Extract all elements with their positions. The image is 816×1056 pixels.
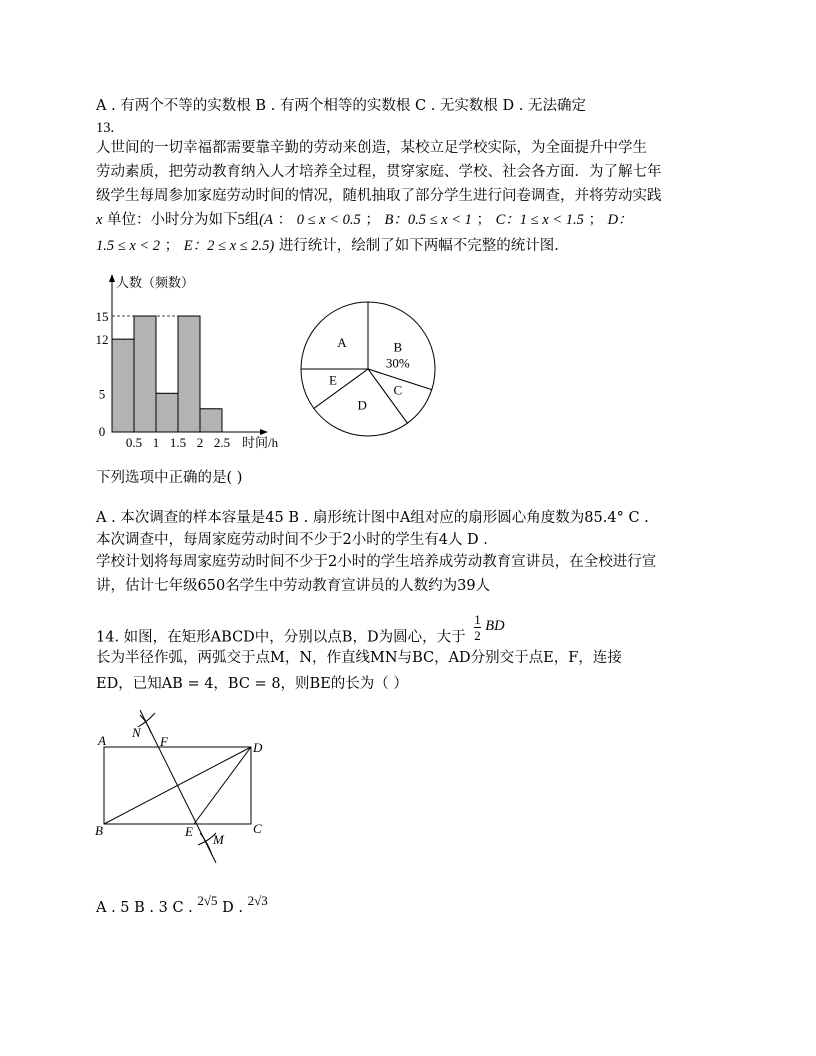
x-axis-label: 时间/h [242,435,279,450]
q13-number: 13. [96,120,115,136]
label-b: B [95,823,103,838]
group-d-label: D： [607,212,633,228]
q13-stem-line-1: 人世间的一切幸福都需要靠辛勤的劳动来创造，某校立足学校实际，为全面提升中学生 [96,140,647,156]
origin-label: 0 [98,424,106,439]
q13-option-line-4: 讲，估计七年级650名学生中劳动教育宣讲员的人数约为39人 [96,578,491,594]
label-c: C [253,821,262,836]
label-n: N [132,725,141,740]
q14-line-1-text: 14. 如图，在矩形ABCD中，分别以点B，D为圆心，大于 [96,629,466,646]
histogram-bar-3 [178,316,200,432]
sep: ； [164,238,180,254]
fraction-numerator: 1 [474,612,481,627]
q13-stem-line-4 [96,210,633,230]
sep: ； [365,212,380,228]
q13-option-line-3: 学校计划将每周家庭劳动时间不少于2小时的学生培养成劳动教育宣讲员，在全校进行宣 [96,554,657,570]
q13-option-line-2: 本次调查中，每周家庭劳动时间不少于2小时的学生有4人 D . [96,532,488,548]
arc-near-n-2 [140,715,151,733]
q13-question: 下列选项中正确的是( ) [96,470,243,486]
histogram-bar-2 [156,393,178,432]
label-d: D [253,740,263,755]
q14-line-2: 长为半径作弧，两弧交于点M，N，作直线MN与BC，AD分别交于点E，F，连接 [96,650,622,666]
fraction-half [474,612,481,643]
pie-label-a: A [337,334,347,350]
histogram-bars [112,316,222,432]
y-tick-15: 15 [95,309,109,324]
q14-options [96,893,268,918]
label-f: F [160,734,168,749]
histogram-bar-4 [200,409,222,432]
y-axis-arrow [109,274,115,282]
label-e: E [185,824,193,839]
group-e: E：2 ≤ x ≤ 2.5) [183,238,275,254]
text-groups: 组 [244,212,260,228]
x-tick-1.5: 1.5 [169,435,187,450]
q14-options-ab: A . 5 B . 3 C . [96,900,193,916]
q13-option-line-1: A . 本次调查的样本容量是45 B . 扇形统计图中A组对应的扇形圆心角度数为85.4° C . [96,510,649,526]
pie-label-e: E [328,372,337,388]
var-x: x [96,212,103,228]
y-tick-5: 5 [98,386,106,402]
group-d-range: 1.5 ≤ x < 2 [96,238,161,254]
text-stats: 进行统计，绘制了如下两幅不完整的统计图. [278,238,559,254]
group-b: B：0.5 ≤ x < 1 [384,212,472,228]
pie-label-b: B [393,339,403,355]
sep: ； [476,212,492,228]
q14-option-d-value: 2√3 [247,893,268,908]
q14-option-d: D . [222,900,243,916]
q14-line-3: ED，已知AB = 4，BC = 8，则BE的长为（ ） [96,676,408,692]
pie-slices [301,302,435,436]
q13-stem-line-5 [96,236,559,256]
y-axis-label: 人数（频数） [116,275,195,290]
label-m: M [213,832,224,847]
y-tick-labels [96,309,109,401]
group-c: C：1 ≤ x < 1.5 [495,212,584,228]
histogram-bar-0 [112,339,134,432]
histogram-bar-1 [134,316,156,432]
x-tick-1: 1 [152,435,160,450]
fraction-var: BD [485,617,505,634]
label-a: A [98,733,106,748]
pie-percent-b: 30% [385,355,410,371]
histogram-chart [92,272,292,452]
text-unit: 单位：小时分为如下 [107,212,238,228]
group-a-range: 0 ≤ x < 0.5 [296,212,361,228]
pie-label-d: D [357,397,367,413]
sep: ； [588,212,603,228]
x-tick-2: 2 [196,435,204,450]
group-a-label: (A [259,212,273,228]
y-tick-12: 12 [95,332,109,348]
segment-ed [194,747,251,824]
q12-options: A . 有两个不等的实数根 B . 有两个相等的实数根 C . 无实数根 D . 无法确定 [96,98,586,114]
colon: ： [277,212,293,228]
rectangle-figure [92,705,292,875]
q13-stem-line-2: 劳动素质，把劳动教育纳入人才培养全过程，贯穿家庭、学校、社会各方面．为了解七年 [96,164,662,180]
q13-stem-line-3: 级学生每周参加家庭劳动时间的情况，随机抽取了部分学生进行问卷调查，并将劳动实践 [96,188,662,204]
x-tick-labels [126,435,230,450]
pie-label-c: C [393,382,403,398]
pie-chart [293,294,443,444]
pie-slice-a [301,302,368,369]
x-tick-0.5: 0.5 [125,435,143,450]
fraction-denominator: 2 [474,628,481,643]
q14-option-c-value: 2√5 [197,893,218,908]
x-tick-2.5: 2.5 [213,435,231,450]
num-groups: 5 [237,212,245,228]
